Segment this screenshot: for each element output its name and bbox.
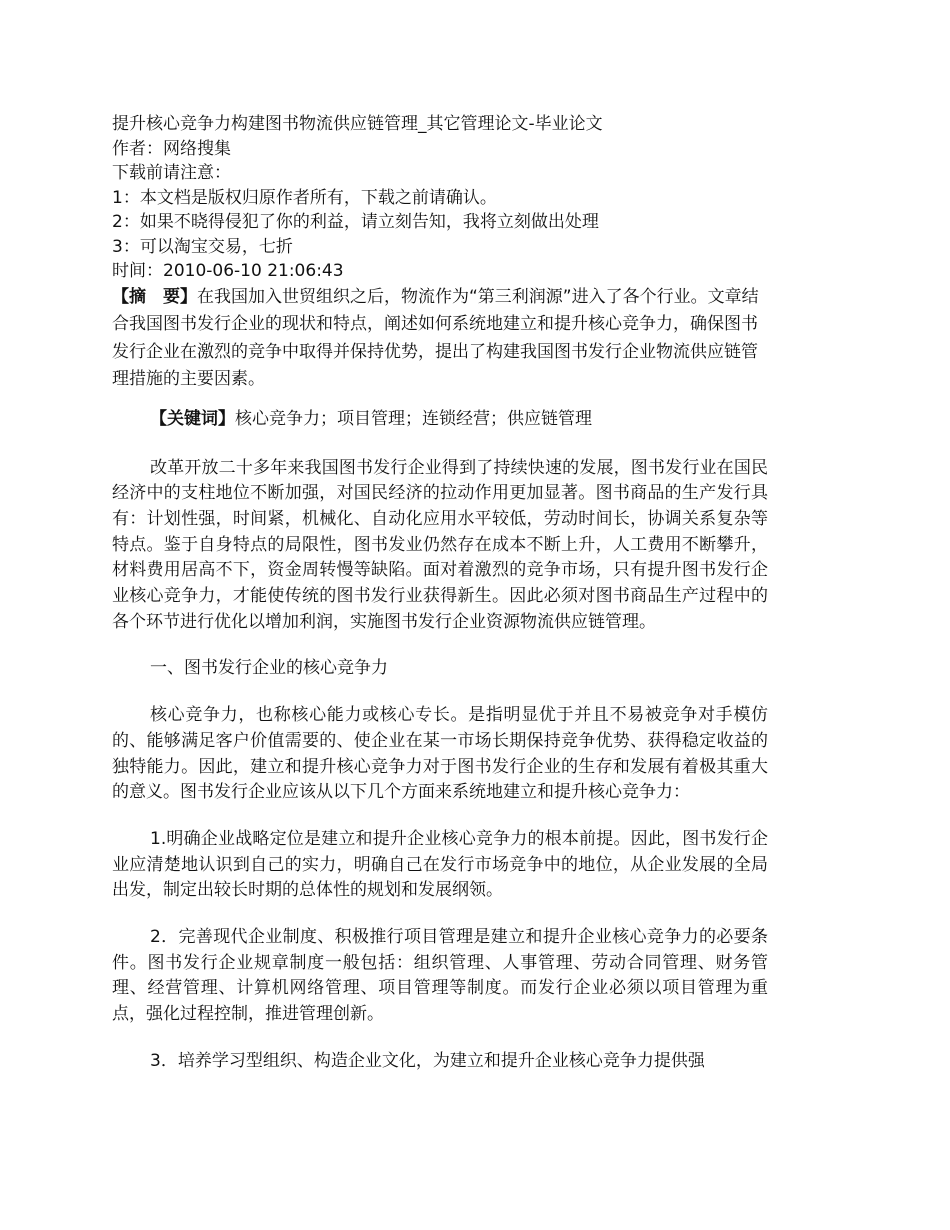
- keywords: [112, 406, 768, 433]
- body-paragraph-1: 改革开放二十多年来我国图书发行企业得到了持续快速的发展，图书发行业在国民经济中的支柱地位不断加强，对国民经济的拉动作用更加显著。图书商品的生产发行具有：计划性强，时间紧，机械化、自动化应用水平较低，劳动时间长，协调关系复杂等特点。鉴于自身特点的局限性，图书发业仍然存在成本不断上升，人工费用不断攀升，材料费用居高不下，资金周转慢等缺陷。面对着激烈的竞争市场，只有提升图书发行企业核心竞争力，才能使传统的图书发行业获得新生。因此必须对图书商品生产过程中的各个环节进行优化以增加利润，实施图书发行企业资源物流供应链管理。: [112, 457, 768, 632]
- body-paragraph-5: 3．培养学习型组织、构造企业文化，为建立和提升企业核心竞争力提供强: [150, 1050, 705, 1071]
- notice-item-2: 2：如果不晓得侵犯了你的利益，请立刻告知，我将立刻做出处理: [112, 212, 599, 232]
- body-paragraph-3: 1.明确企业战略定位是建立和提升企业核心竞争力的根本前提。因此，图书发行企业应清楚地认识到自己的实力，明确自己在发行市场竞争中的地位，从企业发展的全局出发，制定出较长时期的总体性的规划和发展纲领。: [112, 828, 768, 901]
- abstract-label: 【摘 要】: [112, 286, 197, 307]
- section-heading-1: 一、图书发行企业的核心竞争力: [150, 658, 388, 679]
- notice-item-1: 1：本文档是版权归原作者所有，下载之前请确认。: [112, 187, 497, 208]
- abstract-text: 在我国加入世贸组织之后，物流作为“第三利润源”进入了各个行业。文章结合我国图书发行企业的现状和特点，阐述如何系统地建立和提升核心竞争力，确保图书发行企业在激烈的竞争中取得并保持优势，提出了构建我国图书发行企业物流供应链管理措施的主要因素。: [112, 286, 759, 389]
- notice-item-3: 3：可以淘宝交易，七折: [112, 236, 293, 257]
- keywords-text: 核心竞争力；项目管理；连锁经营；供应链管理: [235, 408, 592, 429]
- body-paragraph-4: 2．完善现代企业制度、积极推行项目管理是建立和提升企业核心竞争力的必要条件。图书发行企业规章制度一般包括：组织管理、人事管理、劳动合同管理、财务管理、经营管理、计算机网络管理、项目管理等制度。而发行企业必须以项目管理为重点，强化过程控制，推进管理创新。: [112, 927, 768, 1025]
- document-title: 提升核心竞争力构建图书物流供应链管理_其它管理论文-毕业论文: [112, 114, 603, 134]
- keywords-label: 【关键词】: [150, 408, 235, 429]
- document-page: [112, 112, 768, 1075]
- body-paragraph-2: 核心竞争力，也称核心能力或核心专长。是指明显优于并且不易被竞争对手模仿的、能够满足客户价值需要的、使企业在某一市场长期保持竞争优势、获得稳定收益的独特能力。因此，建立和提升核心竞争力对于图书发行企业的生存和发展有着极其重大的意义。图书发行企业应该从以下几个方面来系统地建立和提升核心竞争力：: [112, 705, 768, 803]
- abstract: [112, 284, 768, 394]
- notice-heading: 下载前请注意：: [112, 163, 231, 183]
- author-line: 作者：网络搜集: [112, 138, 231, 159]
- timestamp: 时间：2010-06-10 21:06:43: [112, 261, 344, 281]
